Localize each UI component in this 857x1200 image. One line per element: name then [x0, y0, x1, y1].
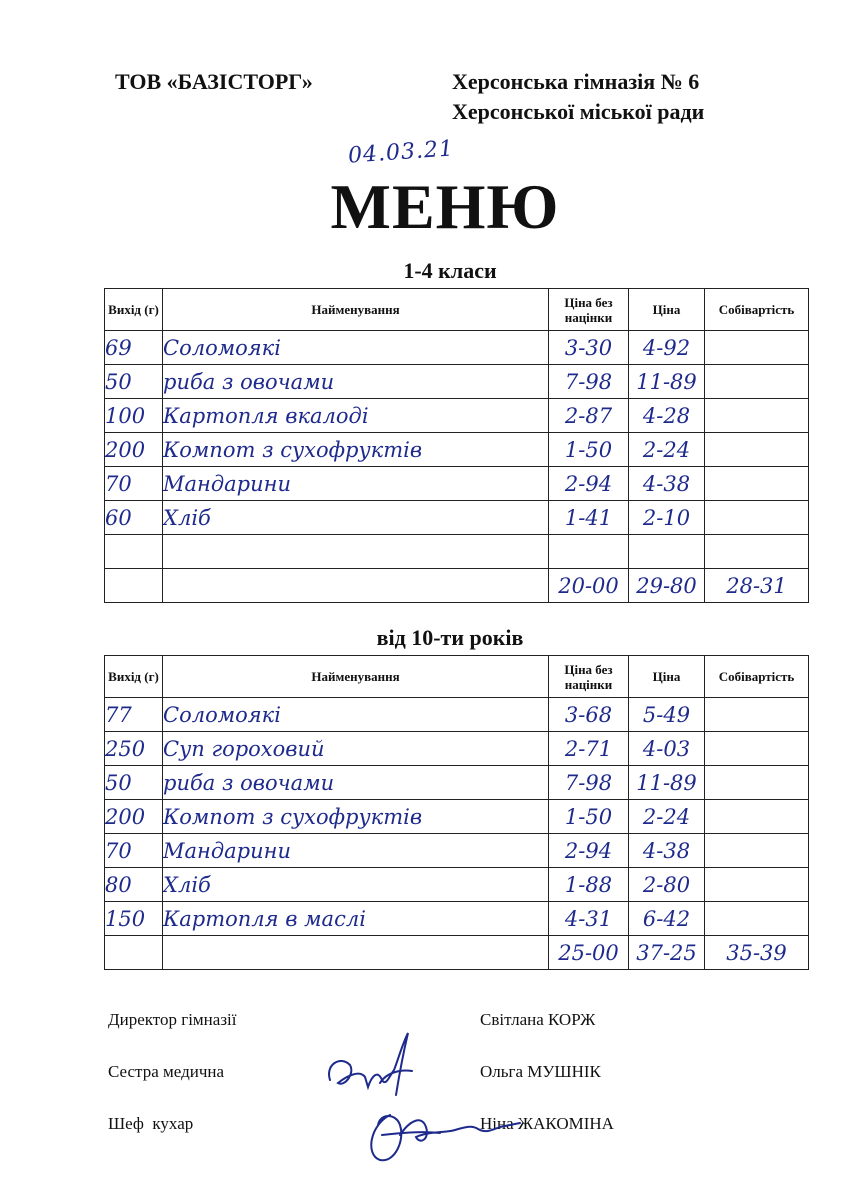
table-row [105, 766, 809, 800]
row-price-no-markup [549, 535, 629, 569]
menu-table-primary [104, 288, 809, 603]
row-weight: 50 [105, 766, 163, 800]
row-cost [705, 834, 809, 868]
row-cost [705, 732, 809, 766]
section-title-senior: від 10-ти років [376, 625, 524, 650]
row-weight: 200 [105, 800, 163, 834]
row-name: Картопля вкалоді [163, 399, 549, 433]
row-price-no-markup: 3-30 [549, 331, 629, 365]
row-price: 2-10 [629, 501, 705, 535]
row-price-no-markup: 7-98 [549, 365, 629, 399]
row-weight: 250 [105, 732, 163, 766]
table-row [105, 834, 809, 868]
row-price-no-markup: 1-88 [549, 868, 629, 902]
row-cost [705, 902, 809, 936]
row-price-no-markup: 1-41 [549, 501, 629, 535]
row-price-no-markup: 1-50 [549, 800, 629, 834]
row-price-no-markup: 2-71 [549, 732, 629, 766]
col-price-no-markup: Ціна без націнки [549, 289, 629, 331]
chef-signature [360, 1095, 530, 1170]
table-row [105, 800, 809, 834]
total-price-no-markup: 25-00 [549, 936, 629, 970]
row-weight: 100 [105, 399, 163, 433]
row-price: 4-28 [629, 399, 705, 433]
school-name: Херсонська гімназія № 6 [452, 69, 700, 94]
row-name: Хліб [163, 501, 549, 535]
total-cost: 35-39 [705, 936, 809, 970]
chef-name: Ніна ЖАКОМІНА [480, 1114, 614, 1133]
row-price [629, 535, 705, 569]
row-price-no-markup: 2-94 [549, 834, 629, 868]
table-total-row [105, 569, 809, 603]
row-cost [705, 698, 809, 732]
row-price: 11-89 [629, 365, 705, 399]
row-name: Хліб [163, 868, 549, 902]
table-row [105, 902, 809, 936]
row-weight: 70 [105, 834, 163, 868]
table-row [105, 732, 809, 766]
row-price: 2-80 [629, 868, 705, 902]
col-name: Найменування [163, 656, 549, 698]
table-total-row [105, 936, 809, 970]
row-weight: 50 [105, 365, 163, 399]
row-name: Соломоякі [163, 698, 549, 732]
row-weight: 60 [105, 501, 163, 535]
row-cost [705, 535, 809, 569]
total-empty-cell [105, 569, 163, 603]
table-row [105, 331, 809, 365]
row-cost [705, 331, 809, 365]
page-title: МЕНЮ [330, 171, 560, 242]
school-council: Херсонської міської ради [452, 99, 705, 124]
row-price: 2-24 [629, 433, 705, 467]
row-name: Мандарини [163, 834, 549, 868]
row-price: 4-38 [629, 834, 705, 868]
row-name: Суп гороховий [163, 732, 549, 766]
row-cost [705, 766, 809, 800]
col-cost: Собівартість [705, 289, 809, 331]
row-price-no-markup: 4-31 [549, 902, 629, 936]
row-name: Мандарини [163, 467, 549, 501]
nurse-label: Сестра медична [108, 1062, 225, 1081]
row-price: 4-03 [629, 732, 705, 766]
menu-table-senior [104, 655, 809, 970]
director-label: Директор гімназії [108, 1010, 237, 1029]
col-price-no-markup: Ціна без націнки [549, 656, 629, 698]
row-price-no-markup: 3-68 [549, 698, 629, 732]
col-weight: Вихід (г) [105, 289, 163, 331]
row-weight: 69 [105, 331, 163, 365]
company-name: ТОВ «БАЗІСТОРГ» [115, 69, 313, 94]
row-price-no-markup: 1-50 [549, 433, 629, 467]
row-price-no-markup: 7-98 [549, 766, 629, 800]
nurse-name: Ольга МУШНІК [480, 1062, 601, 1081]
total-price-no-markup: 20-00 [549, 569, 629, 603]
col-price: Ціна [629, 289, 705, 331]
total-price: 37-25 [629, 936, 705, 970]
row-price: 4-92 [629, 331, 705, 365]
table-header-row [105, 289, 809, 331]
row-cost [705, 868, 809, 902]
row-price-no-markup: 2-94 [549, 467, 629, 501]
total-empty-cell [163, 569, 549, 603]
total-cost: 28-31 [705, 569, 809, 603]
col-price: Ціна [629, 656, 705, 698]
table-row [105, 433, 809, 467]
row-price-no-markup: 2-87 [549, 399, 629, 433]
col-cost: Собівартість [705, 656, 809, 698]
row-price: 5-49 [629, 698, 705, 732]
row-weight: 200 [105, 433, 163, 467]
row-weight [105, 535, 163, 569]
row-weight: 77 [105, 698, 163, 732]
row-name [163, 535, 549, 569]
total-price: 29-80 [629, 569, 705, 603]
row-price: 6-42 [629, 902, 705, 936]
row-name: риба з овочами [163, 365, 549, 399]
row-price: 4-38 [629, 467, 705, 501]
table-header-row [105, 656, 809, 698]
row-cost [705, 501, 809, 535]
row-cost [705, 800, 809, 834]
section-title-primary: 1-4 класи [403, 258, 497, 283]
col-weight: Вихід (г) [105, 656, 163, 698]
table-row [105, 868, 809, 902]
total-empty-cell [105, 936, 163, 970]
row-cost [705, 467, 809, 501]
nurse-signature [320, 1025, 420, 1105]
row-weight: 80 [105, 868, 163, 902]
row-cost [705, 433, 809, 467]
row-name: Компот з сухофруктів [163, 433, 549, 467]
row-weight: 150 [105, 902, 163, 936]
row-price: 11-89 [629, 766, 705, 800]
total-empty-cell [163, 936, 549, 970]
table-row [105, 698, 809, 732]
row-price: 2-24 [629, 800, 705, 834]
row-weight: 70 [105, 467, 163, 501]
menu-date: 04.03.21 [347, 136, 455, 169]
director-name: Світлана КОРЖ [480, 1010, 596, 1029]
row-name: Картопля в маслі [163, 902, 549, 936]
chef-label: Шеф кухар [108, 1114, 194, 1133]
table-row [105, 535, 809, 569]
table-row [105, 365, 809, 399]
row-name: Соломоякі [163, 331, 549, 365]
row-cost [705, 399, 809, 433]
row-name: Компот з сухофруктів [163, 800, 549, 834]
col-name: Найменування [163, 289, 549, 331]
table-row [105, 399, 809, 433]
table-row [105, 501, 809, 535]
table-row [105, 467, 809, 501]
row-cost [705, 365, 809, 399]
row-name: риба з овочами [163, 766, 549, 800]
